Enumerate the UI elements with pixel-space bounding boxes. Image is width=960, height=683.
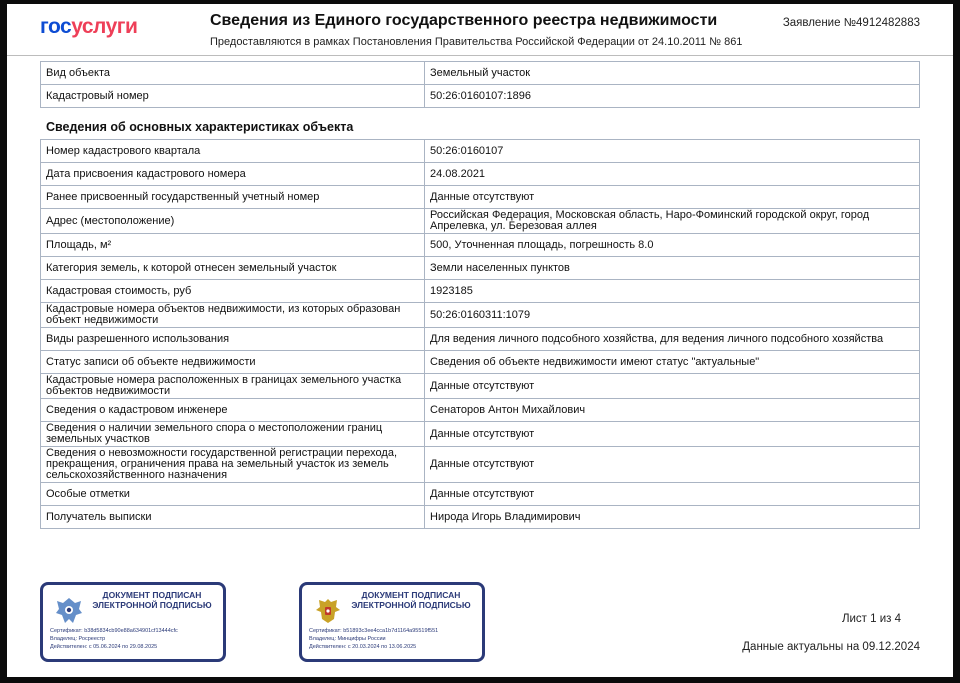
field-label: Категория земель, к которой отнесен земельный участок bbox=[41, 257, 425, 280]
document-title: Сведения из Единого государственного реестра недвижимости bbox=[210, 12, 718, 29]
header-divider bbox=[7, 55, 953, 56]
document-subtitle: Предоставляются в рамках Постановления Правительства Российской Федерации от 24.10.2011 № 861 bbox=[210, 36, 743, 48]
field-label: Кадастровая стоимость, руб bbox=[41, 280, 425, 303]
table-row bbox=[41, 422, 920, 447]
actual-date: Данные актуальны на 09.12.2024 bbox=[742, 641, 920, 653]
field-label: Сведения о кадастровом инженере bbox=[41, 399, 425, 422]
table-row bbox=[41, 257, 920, 280]
table-row bbox=[41, 483, 920, 506]
gosuslugi-logo: госуслуги bbox=[40, 15, 138, 38]
stamp-owner: Владелец: Минцифры России bbox=[309, 636, 386, 642]
field-value: 50:26:0160311:1079 bbox=[425, 303, 920, 328]
field-value: Данные отсутствуют bbox=[425, 483, 920, 506]
field-value: 1923185 bbox=[425, 280, 920, 303]
stamp-title: ДОКУМЕНТ ПОДПИСАН ЭЛЕКТРОННОЙ ПОДПИСЬЮ bbox=[92, 590, 212, 610]
field-value: Нирода Игорь Владимирович bbox=[425, 506, 920, 529]
field-label: Кадастровые номера расположенных в границах земельного участка объектов недвижимости bbox=[41, 374, 425, 399]
field-label: Виды разрешенного использования bbox=[41, 328, 425, 351]
table-row bbox=[41, 328, 920, 351]
field-label: Получатель выписки bbox=[41, 506, 425, 529]
field-label: Кадастровый номер bbox=[41, 85, 425, 108]
field-label: Статус записи об объекте недвижимости bbox=[41, 351, 425, 374]
stamp-certificate: Сертификат: b38d5834cb90e88a634901cf13444cfc bbox=[50, 628, 178, 634]
field-label: Ранее присвоенный государственный учетный номер bbox=[41, 186, 425, 209]
field-label: Площадь, м² bbox=[41, 234, 425, 257]
field-value: Данные отсутствуют bbox=[425, 374, 920, 399]
table-row bbox=[41, 234, 920, 257]
table-row bbox=[41, 399, 920, 422]
stamp-validity: Действителен: с 05.06.2024 по 29.08.2025 bbox=[50, 644, 158, 650]
field-value: 500, Уточненная площадь, погрешность 8.0 bbox=[425, 234, 920, 257]
field-label: Сведения о наличии земельного спора о местоположении границ земельных участков bbox=[41, 422, 425, 447]
field-value: Сведения об объекте недвижимости имеют статус "актуальные" bbox=[425, 351, 920, 374]
table-row bbox=[41, 447, 920, 483]
stamp-title: ДОКУМЕНТ ПОДПИСАН ЭЛЕКТРОННОЙ ПОДПИСЬЮ bbox=[351, 590, 471, 610]
field-value: 50:26:0160107 bbox=[425, 140, 920, 163]
field-label: Кадастровые номера объектов недвижимости, из которых образован объект недвижимости bbox=[41, 303, 425, 328]
field-label: Вид объекта bbox=[41, 62, 425, 85]
stamp-certificate: Сертификат: b51893c3ee4cca1b7d1164a95519f551 bbox=[309, 628, 439, 634]
field-label: Адрес (местоположение) bbox=[41, 209, 425, 234]
document-page bbox=[7, 4, 953, 677]
table-row bbox=[41, 140, 920, 163]
table-row bbox=[41, 303, 920, 328]
russia-coat-of-arms-icon bbox=[312, 595, 344, 627]
table-row bbox=[41, 351, 920, 374]
stamp-validity: Действителен: с 20.03.2024 по 13.06.2025 bbox=[309, 644, 417, 650]
field-value: Земельный участок bbox=[425, 62, 920, 85]
stamp-details bbox=[50, 627, 219, 651]
table-row bbox=[41, 280, 920, 303]
field-value: Для ведения личного подсобного хозяйства, для ведения личного подсобного хозяйства bbox=[425, 328, 920, 351]
field-label: Дата присвоения кадастрового номера bbox=[41, 163, 425, 186]
field-value: Данные отсутствуют bbox=[425, 447, 920, 483]
table-row bbox=[41, 374, 920, 399]
field-value: Данные отсутствуют bbox=[425, 422, 920, 447]
table-row bbox=[41, 186, 920, 209]
field-value: 50:26:0160107:1896 bbox=[425, 85, 920, 108]
field-value: Российская Федерация, Московская область, Наро-Фоминский городской округ, город Апрелевка, ул. Березовая аллея bbox=[425, 209, 920, 234]
stamp-details bbox=[309, 627, 478, 651]
field-label: Особые отметки bbox=[41, 483, 425, 506]
stamp-owner: Владелец: Росреестр bbox=[50, 636, 106, 642]
section-title: Сведения об основных характеристиках объекта bbox=[46, 120, 354, 134]
object-table bbox=[40, 61, 920, 108]
signature-stamp-rosreestr bbox=[40, 582, 226, 662]
table-row bbox=[41, 62, 920, 85]
table-row bbox=[41, 163, 920, 186]
signature-stamp-mintsifry bbox=[299, 582, 485, 662]
request-number: Заявление №4912482883 bbox=[782, 17, 920, 29]
field-value: Данные отсутствуют bbox=[425, 186, 920, 209]
field-value: Земли населенных пунктов bbox=[425, 257, 920, 280]
table-row bbox=[41, 209, 920, 234]
page-counter: Лист 1 из 4 bbox=[841, 613, 901, 625]
field-label: Номер кадастрового квартала bbox=[41, 140, 425, 163]
field-label: Сведения о невозможности государственной регистрации перехода, прекращения, ограничения права на земельный участок из земель сельскохозяйственного назначения bbox=[41, 447, 425, 483]
field-value: Сенаторов Антон Михайлович bbox=[425, 399, 920, 422]
table-row bbox=[41, 506, 920, 529]
field-value: 24.08.2021 bbox=[425, 163, 920, 186]
table-row bbox=[41, 85, 920, 108]
rosreestr-emblem-icon bbox=[53, 595, 85, 627]
characteristics-table bbox=[40, 139, 920, 529]
